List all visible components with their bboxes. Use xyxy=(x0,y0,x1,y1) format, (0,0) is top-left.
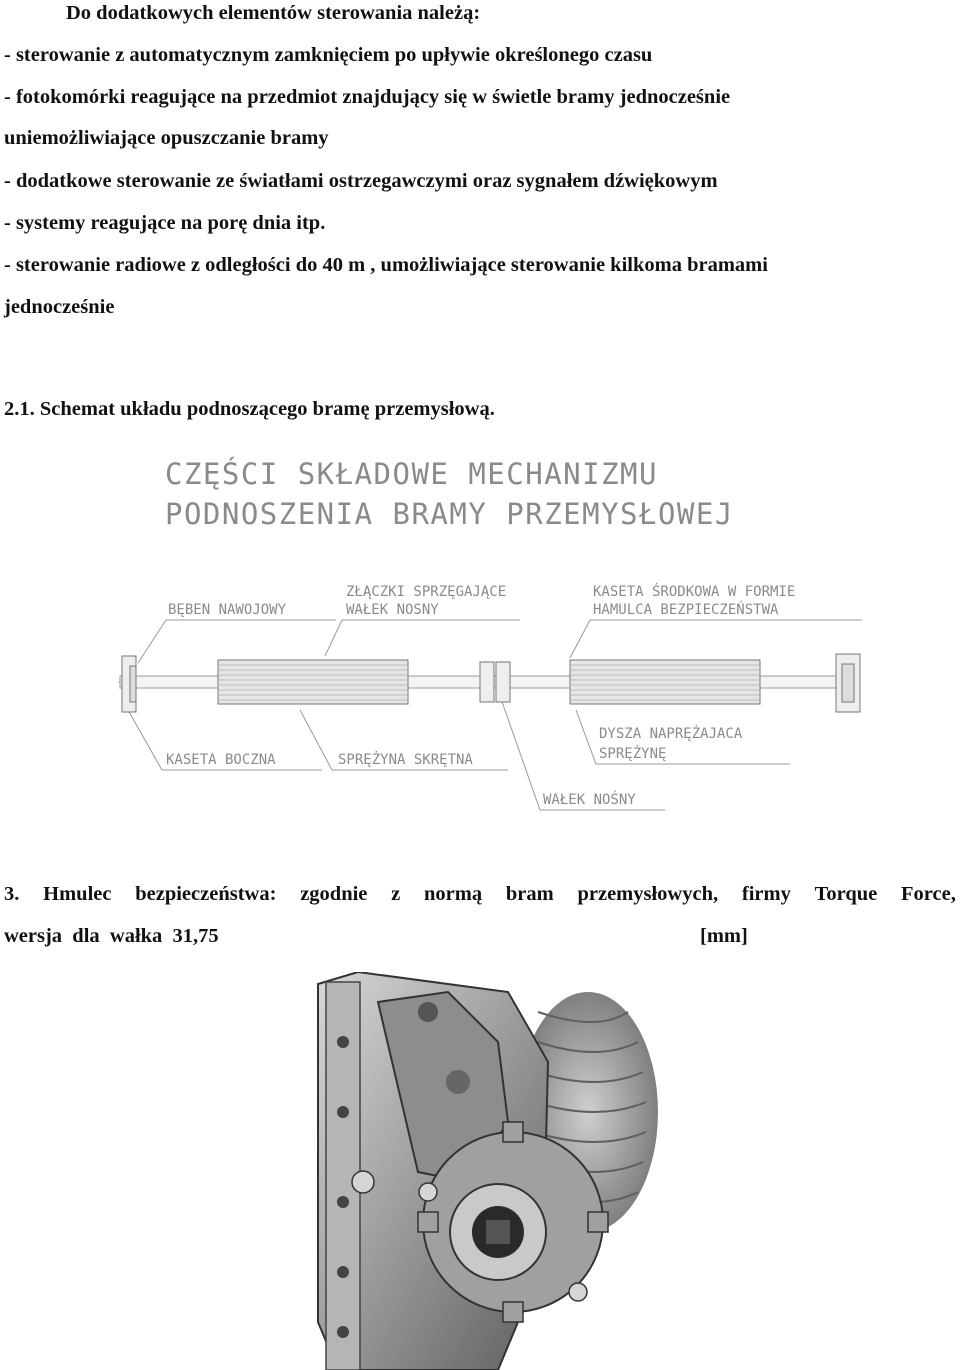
intro-heading: Do dodatkowych elementów sterowania należą: xyxy=(66,2,481,24)
intro-item: uniemożliwiające opuszczanie bramy xyxy=(4,127,329,149)
mechanism-assembly xyxy=(118,654,860,712)
label-sprezyna: SPRĘŻYNA SKRĘTNA xyxy=(338,752,473,768)
diagram-title-line2: PODNOSZENIA BRAMY PRZEMYSŁOWEJ xyxy=(165,497,734,531)
label-hamulca: HAMULCA BEZPIECZEŃSTWA xyxy=(593,602,779,618)
brake-photo xyxy=(298,972,668,1370)
label-dysza: DYSZA NAPRĘŻAJACA xyxy=(599,726,743,742)
intro-item: jednocześnie xyxy=(4,296,115,318)
intro-item: - fotokomórki reagujące na przedmiot znajdujący się w świetle bramy jednocześnie xyxy=(4,86,731,108)
intro-item: - systemy reagujące na porę dnia itp. xyxy=(4,212,326,234)
label-kaseta-srodkowa: KASETA ŚRODKOWA W FORMIE xyxy=(593,584,796,600)
intro-item: - sterowanie radiowe z odległości do 40 m , umożliwiające sterowanie kilkoma bramami xyxy=(4,254,768,276)
section-3-line1: 3. Hmulec bezpieczeństwa: zgodnie z normą bram przemysłowych, firmy Torque Force, xyxy=(4,883,956,905)
mechanism-diagram xyxy=(100,448,880,818)
label-kaseta-boczna: KASETA BOCZNA xyxy=(166,752,276,768)
diagram-title-line1: CZĘŚCI SKŁADOWE MECHANIZMU xyxy=(165,457,658,491)
intro-item: - sterowanie z automatycznym zamknięciem po upływie określonego czasu xyxy=(4,44,653,66)
label-walek-nosny-bottom: WAŁEK NOŚNY xyxy=(543,792,636,808)
label-underlines xyxy=(162,620,862,810)
label-sprezyne: SPRĘŻYNĘ xyxy=(599,746,667,762)
label-zlaczki: ZŁĄCZKI SPRZĘGAJĄCE xyxy=(346,584,507,600)
section-3-line2-right: [mm] xyxy=(700,925,748,947)
label-walek-nosny-top: WAŁEK NOSNY xyxy=(346,602,439,618)
label-beben: BĘBEN NAWOJOWY xyxy=(168,602,287,618)
section-3-line2-left: wersja dla wałka 31,75 xyxy=(4,925,219,947)
intro-item: - dodatkowe sterowanie ze światłami ostrzegawczymi oraz sygnałem dźwiękowym xyxy=(4,170,718,192)
leader-lines xyxy=(128,620,596,810)
section-2-1-title: 2.1. Schemat układu podnoszącego bramę przemysłową. xyxy=(4,398,495,420)
